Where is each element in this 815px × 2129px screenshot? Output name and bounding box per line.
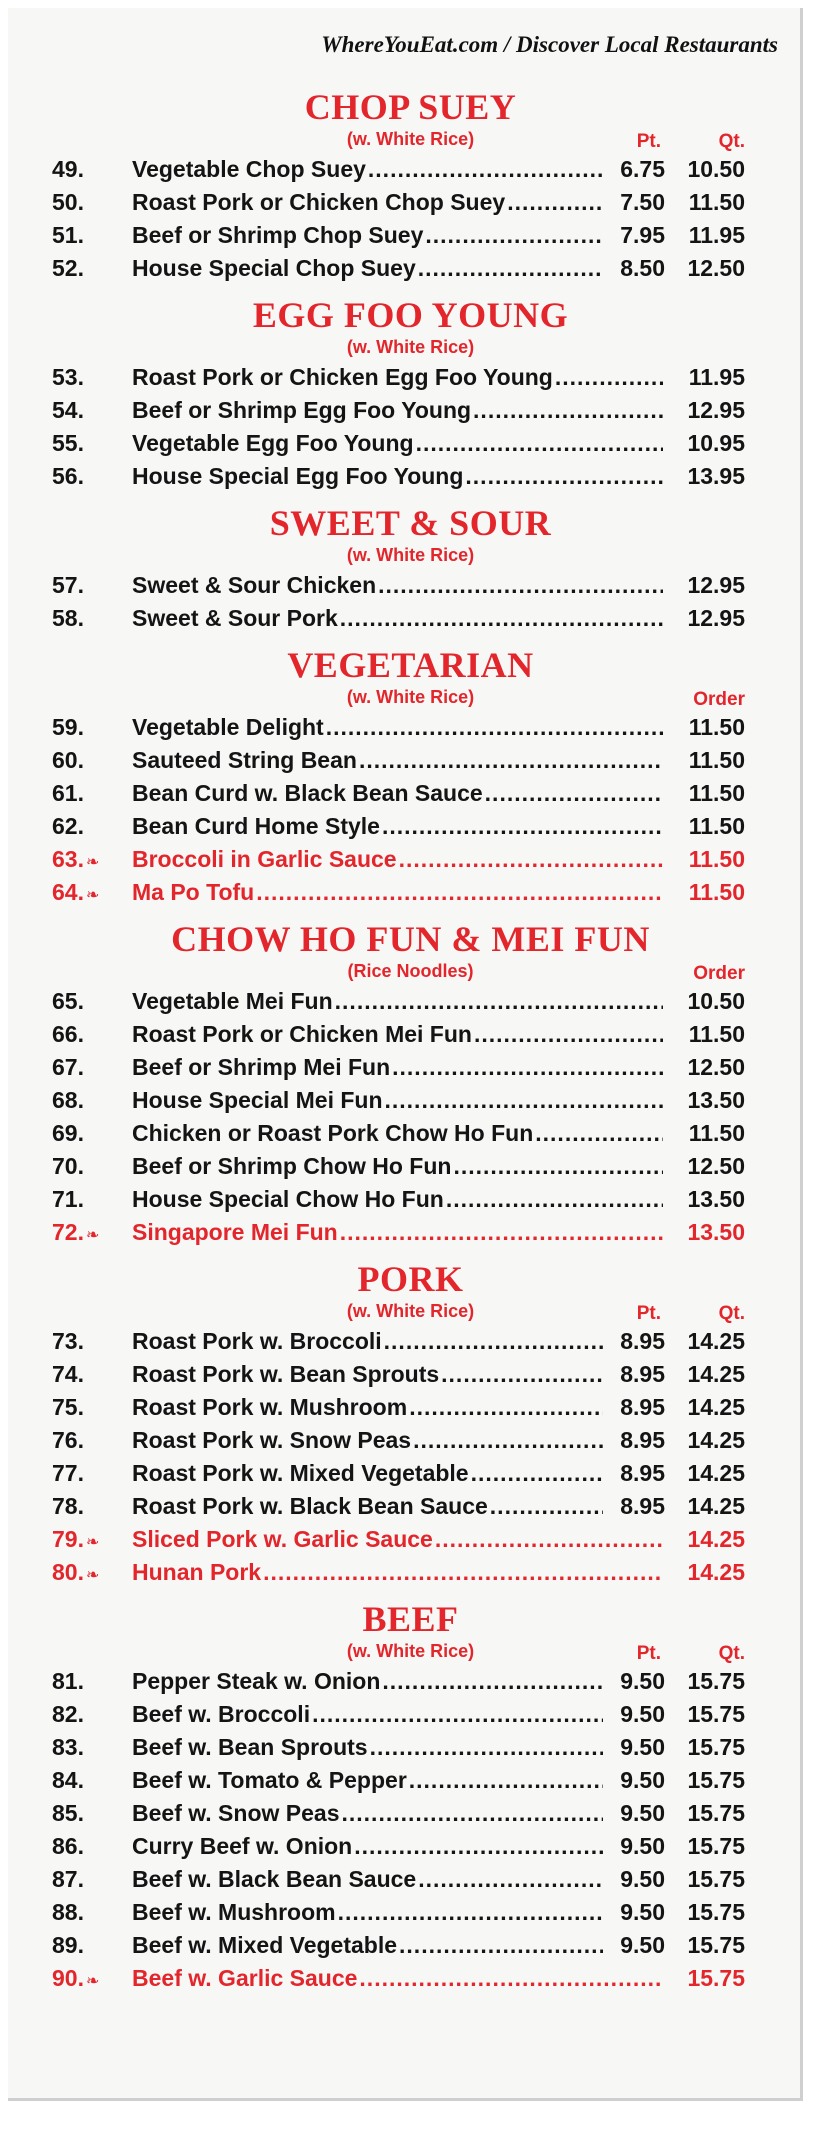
item-name: Sliced Pork w. Garlic Sauce	[132, 1526, 433, 1552]
menu-item	[28, 712, 753, 745]
item-number: 68.	[52, 1087, 84, 1113]
item-price: 14.25	[687, 1559, 745, 1585]
item-price: 11.50	[688, 879, 745, 905]
item-price: 10.50	[687, 988, 745, 1014]
item-number: 52.	[52, 255, 84, 281]
item-number: 53.	[52, 364, 84, 390]
pint-price: 8.95	[620, 1427, 665, 1453]
quart-price: 15.75	[687, 1932, 745, 1958]
quart-price: 14.25	[687, 1427, 745, 1453]
section-note: (w. White Rice)	[346, 687, 475, 707]
item-number: 86.	[52, 1833, 84, 1859]
item-name: Roast Pork w. Bean Sprouts	[132, 1361, 440, 1387]
pint-price: 6.75	[620, 156, 665, 182]
pint-column-header: Pt.	[636, 131, 661, 152]
menu-item	[28, 395, 753, 428]
item-name: Vegetable Delight	[132, 714, 324, 740]
item-name: Curry Beef w. Onion	[132, 1833, 353, 1859]
menu-item-spicy	[28, 1557, 753, 1590]
item-number: 77.	[52, 1460, 84, 1486]
item-number: 75.	[52, 1394, 84, 1420]
menu-item	[28, 1085, 753, 1118]
menu-item	[28, 1151, 753, 1184]
menu-item	[28, 811, 753, 844]
pint-price: 8.50	[620, 255, 665, 281]
item-name: Singapore Mei Fun	[132, 1219, 338, 1245]
menu-item	[28, 428, 753, 461]
item-name: Vegetable Egg Foo Young	[132, 430, 414, 456]
item-name: House Special Egg Foo Young	[132, 463, 464, 489]
item-price: 12.50	[687, 1054, 745, 1080]
pint-price: 9.50	[620, 1734, 665, 1760]
item-name: Roast Pork or Chicken Egg Foo Young	[132, 364, 553, 390]
menu-item	[28, 461, 753, 494]
section-title: VEGETARIAN	[287, 645, 534, 685]
menu-item	[28, 1392, 753, 1425]
item-number: 59.	[52, 714, 84, 740]
item-number: 84.	[52, 1767, 84, 1793]
hot-pepper-icon: ❧	[85, 1567, 100, 1584]
section-note: (w. White Rice)	[346, 1301, 475, 1321]
item-number: 81.	[52, 1668, 84, 1694]
hot-pepper-icon: ❧	[85, 1534, 100, 1551]
pint-price: 9.50	[620, 1866, 665, 1892]
menu-item-spicy	[28, 1217, 753, 1250]
menu-item	[28, 1699, 753, 1732]
quart-price: 15.75	[687, 1833, 745, 1859]
quart-price: 15.75	[687, 1767, 745, 1793]
item-number: 69.	[52, 1120, 84, 1146]
menu-item	[28, 1052, 753, 1085]
section-pork	[28, 1258, 753, 1590]
pint-price: 7.50	[620, 189, 665, 215]
item-name: Roast Pork or Chicken Mei Fun	[132, 1021, 472, 1047]
quart-price: 15.75	[687, 1734, 745, 1760]
section-note: (w. White Rice)	[346, 1641, 475, 1661]
item-name: Roast Pork w. Black Bean Sauce	[132, 1493, 488, 1519]
menu-item-spicy	[28, 1963, 753, 1996]
hot-pepper-icon: ❧	[85, 887, 100, 904]
section-chop-suey	[28, 86, 753, 286]
item-number: 51.	[52, 222, 84, 248]
item-number: 82.	[52, 1701, 84, 1727]
pint-price: 8.95	[620, 1328, 665, 1354]
item-number: 60.	[52, 747, 84, 773]
pint-price: 9.50	[620, 1668, 665, 1694]
item-price: 11.50	[688, 1021, 745, 1047]
menu-item	[28, 745, 753, 778]
item-number: 63.	[52, 846, 84, 872]
section-title: CHOW HO FUN & MEI FUN	[171, 919, 650, 959]
menu-item	[28, 1326, 753, 1359]
quart-price: 14.25	[687, 1394, 745, 1420]
item-number: 57.	[52, 572, 84, 598]
item-name: Ma Po Tofu	[132, 879, 255, 905]
item-price: 11.50	[688, 714, 745, 740]
item-name: Beef w. Bean Sprouts	[132, 1734, 368, 1760]
item-price: 12.95	[687, 605, 745, 631]
item-number: 78.	[52, 1493, 84, 1519]
item-name: Beef or Shrimp Mei Fun	[132, 1054, 391, 1080]
menu-item	[28, 1897, 753, 1930]
menu-item	[28, 1930, 753, 1963]
item-name: Sweet & Sour Pork	[132, 605, 338, 631]
quart-price: 15.75	[687, 1668, 745, 1694]
quart-price: 11.50	[688, 189, 745, 215]
item-name: Roast Pork w. Snow Peas	[132, 1427, 412, 1453]
quart-price: 15.75	[687, 1866, 745, 1892]
section-title: BEEF	[362, 1599, 459, 1639]
item-name: Roast Pork w. Broccoli	[132, 1328, 382, 1354]
item-number: 70.	[52, 1153, 84, 1179]
item-name: Sweet & Sour Chicken	[132, 572, 377, 598]
menu-item-spicy	[28, 877, 753, 910]
item-price: 12.95	[687, 572, 745, 598]
item-name: Beef w. Mushroom	[132, 1899, 336, 1925]
menu-item	[28, 154, 753, 187]
menu-item	[28, 1118, 753, 1151]
menu-item	[28, 253, 753, 286]
item-number: 89.	[52, 1932, 84, 1958]
item-number: 55.	[52, 430, 84, 456]
item-name: House Special Chow Ho Fun	[132, 1186, 444, 1212]
item-name: Beef w. Broccoli	[132, 1701, 311, 1727]
item-name: Broccoli in Garlic Sauce	[132, 846, 397, 872]
item-price: 13.50	[687, 1186, 745, 1212]
item-number: 83.	[52, 1734, 84, 1760]
quart-price: 14.25	[687, 1493, 745, 1519]
item-name: Beef or Shrimp Chop Suey	[132, 222, 424, 248]
section-title: SWEET & SOUR	[269, 503, 552, 543]
item-number: 65.	[52, 988, 84, 1014]
menu-item	[28, 1019, 753, 1052]
quart-price: 15.75	[687, 1701, 745, 1727]
pint-column-header: Pt.	[636, 1303, 661, 1324]
quart-price: 14.25	[687, 1328, 745, 1354]
item-number: 90.	[52, 1965, 84, 1991]
quart-price: 14.25	[687, 1460, 745, 1486]
pint-price: 9.50	[620, 1932, 665, 1958]
order-column-header: Order	[693, 689, 745, 710]
item-number: 72.	[52, 1219, 84, 1245]
item-price: 11.50	[688, 1120, 745, 1146]
pint-price: 8.95	[620, 1460, 665, 1486]
item-number: 50.	[52, 189, 84, 215]
item-name: Beef w. Black Bean Sauce	[132, 1866, 417, 1892]
menu-item	[28, 1666, 753, 1699]
item-name: Vegetable Mei Fun	[132, 988, 333, 1014]
quart-column-header: Qt.	[718, 131, 745, 152]
item-price: 11.50	[688, 813, 745, 839]
item-name: Beef or Shrimp Chow Ho Fun	[132, 1153, 452, 1179]
item-name: Roast Pork or Chicken Chop Suey	[132, 189, 506, 215]
pint-price: 9.50	[620, 1899, 665, 1925]
item-number: 74.	[52, 1361, 84, 1387]
order-column-header: Order	[693, 963, 745, 984]
menu-item	[28, 1458, 753, 1491]
site-header: WhereYouEat.com / Discover Local Restaurants	[321, 32, 778, 57]
quart-price: 12.50	[687, 255, 745, 281]
hot-pepper-icon: ❧	[85, 1973, 100, 1990]
item-price: 14.25	[687, 1526, 745, 1552]
item-name: Roast Pork w. Mushroom	[132, 1394, 408, 1420]
menu-item	[28, 1864, 753, 1897]
item-price: 12.95	[687, 397, 745, 423]
item-price: 11.95	[688, 364, 745, 390]
menu-item-spicy	[28, 1524, 753, 1557]
item-number: 49.	[52, 156, 84, 182]
item-number: 87.	[52, 1866, 84, 1892]
section-chow-ho-fun-mei-fun	[28, 918, 753, 1250]
pint-column-header: Pt.	[636, 1643, 661, 1664]
item-number: 61.	[52, 780, 84, 806]
item-name: House Special Mei Fun	[132, 1087, 383, 1113]
menu-item	[28, 1491, 753, 1524]
item-price: 10.95	[687, 430, 745, 456]
item-number: 88.	[52, 1899, 84, 1925]
item-name: Bean Curd Home Style	[132, 813, 380, 839]
menu-item	[28, 1798, 753, 1831]
item-name: Beef w. Mixed Vegetable	[132, 1932, 398, 1958]
item-name: Hunan Pork	[132, 1559, 262, 1585]
item-number: 73.	[52, 1328, 84, 1354]
menu-item	[28, 986, 753, 1019]
item-name: Beef w. Tomato & Pepper	[132, 1767, 407, 1793]
menu-page	[8, 8, 803, 2101]
item-price: 13.95	[687, 463, 745, 489]
section-title: CHOP SUEY	[304, 87, 517, 127]
menu-item	[28, 778, 753, 811]
section-egg-foo-young	[28, 294, 753, 494]
section-note: (w. White Rice)	[346, 129, 475, 149]
pint-price: 9.50	[620, 1833, 665, 1859]
item-price: 15.75	[687, 1965, 745, 1991]
item-number: 76.	[52, 1427, 84, 1453]
item-number: 85.	[52, 1800, 84, 1826]
item-price: 13.50	[687, 1219, 745, 1245]
item-number: 64.	[52, 879, 84, 905]
item-name: Chicken or Roast Pork Chow Ho Fun	[132, 1120, 534, 1146]
pint-price: 9.50	[620, 1701, 665, 1727]
section-sweet-sour	[28, 502, 753, 636]
pint-price: 7.95	[620, 222, 665, 248]
item-number: 80.	[52, 1559, 84, 1585]
hot-pepper-icon: ❧	[85, 854, 100, 871]
item-number: 79.	[52, 1526, 84, 1552]
item-name: Beef w. Snow Peas	[132, 1800, 340, 1826]
quart-price: 15.75	[687, 1800, 745, 1826]
item-number: 66.	[52, 1021, 84, 1047]
item-number: 62.	[52, 813, 84, 839]
hot-pepper-icon: ❧	[85, 1227, 100, 1244]
item-number: 67.	[52, 1054, 84, 1080]
item-name: Vegetable Chop Suey	[132, 156, 366, 182]
menu-item	[28, 1184, 753, 1217]
item-price: 11.50	[688, 846, 745, 872]
item-name: Sauteed String Bean	[132, 747, 357, 773]
menu-item-spicy	[28, 844, 753, 877]
menu-item	[28, 187, 753, 220]
quart-price: 15.75	[687, 1899, 745, 1925]
section-note: (Rice Noodles)	[347, 961, 474, 981]
section-title: PORK	[357, 1259, 464, 1299]
quart-column-header: Qt.	[718, 1643, 745, 1664]
item-name: Pepper Steak w. Onion	[132, 1668, 381, 1694]
section-note: (w. White Rice)	[346, 337, 475, 357]
pint-price: 8.95	[620, 1394, 665, 1420]
pint-price: 8.95	[620, 1493, 665, 1519]
quart-column-header: Qt.	[718, 1303, 745, 1324]
item-number: 56.	[52, 463, 84, 489]
item-name: Beef or Shrimp Egg Foo Young	[132, 397, 472, 423]
section-vegetarian	[28, 644, 753, 910]
section-note: (w. White Rice)	[346, 545, 475, 565]
item-number: 54.	[52, 397, 84, 423]
item-number: 71.	[52, 1186, 84, 1212]
quart-price: 11.95	[688, 222, 745, 248]
item-name: Roast Pork w. Mixed Vegetable	[132, 1460, 469, 1486]
pint-price: 9.50	[620, 1800, 665, 1826]
menu-item	[28, 1765, 753, 1798]
quart-price: 10.50	[687, 156, 745, 182]
menu-item	[28, 570, 753, 603]
item-name: Beef w. Garlic Sauce	[132, 1965, 358, 1991]
pint-price: 8.95	[620, 1361, 665, 1387]
item-price: 11.50	[688, 747, 745, 773]
item-number: 58.	[52, 605, 84, 631]
item-name: Bean Curd w. Black Bean Sauce	[132, 780, 483, 806]
menu-item	[28, 603, 753, 636]
menu-body	[28, 78, 753, 1996]
menu-item	[28, 220, 753, 253]
item-name: House Special Chop Suey	[132, 255, 416, 281]
item-price: 11.50	[688, 780, 745, 806]
section-title: EGG FOO YOUNG	[252, 295, 569, 335]
menu-item	[28, 1425, 753, 1458]
menu-item	[28, 1831, 753, 1864]
menu-item	[28, 1359, 753, 1392]
menu-item	[28, 1732, 753, 1765]
section-beef	[28, 1598, 753, 1996]
menu-item	[28, 362, 753, 395]
item-price: 12.50	[687, 1153, 745, 1179]
quart-price: 14.25	[687, 1361, 745, 1387]
pint-price: 9.50	[620, 1767, 665, 1793]
item-price: 13.50	[687, 1087, 745, 1113]
